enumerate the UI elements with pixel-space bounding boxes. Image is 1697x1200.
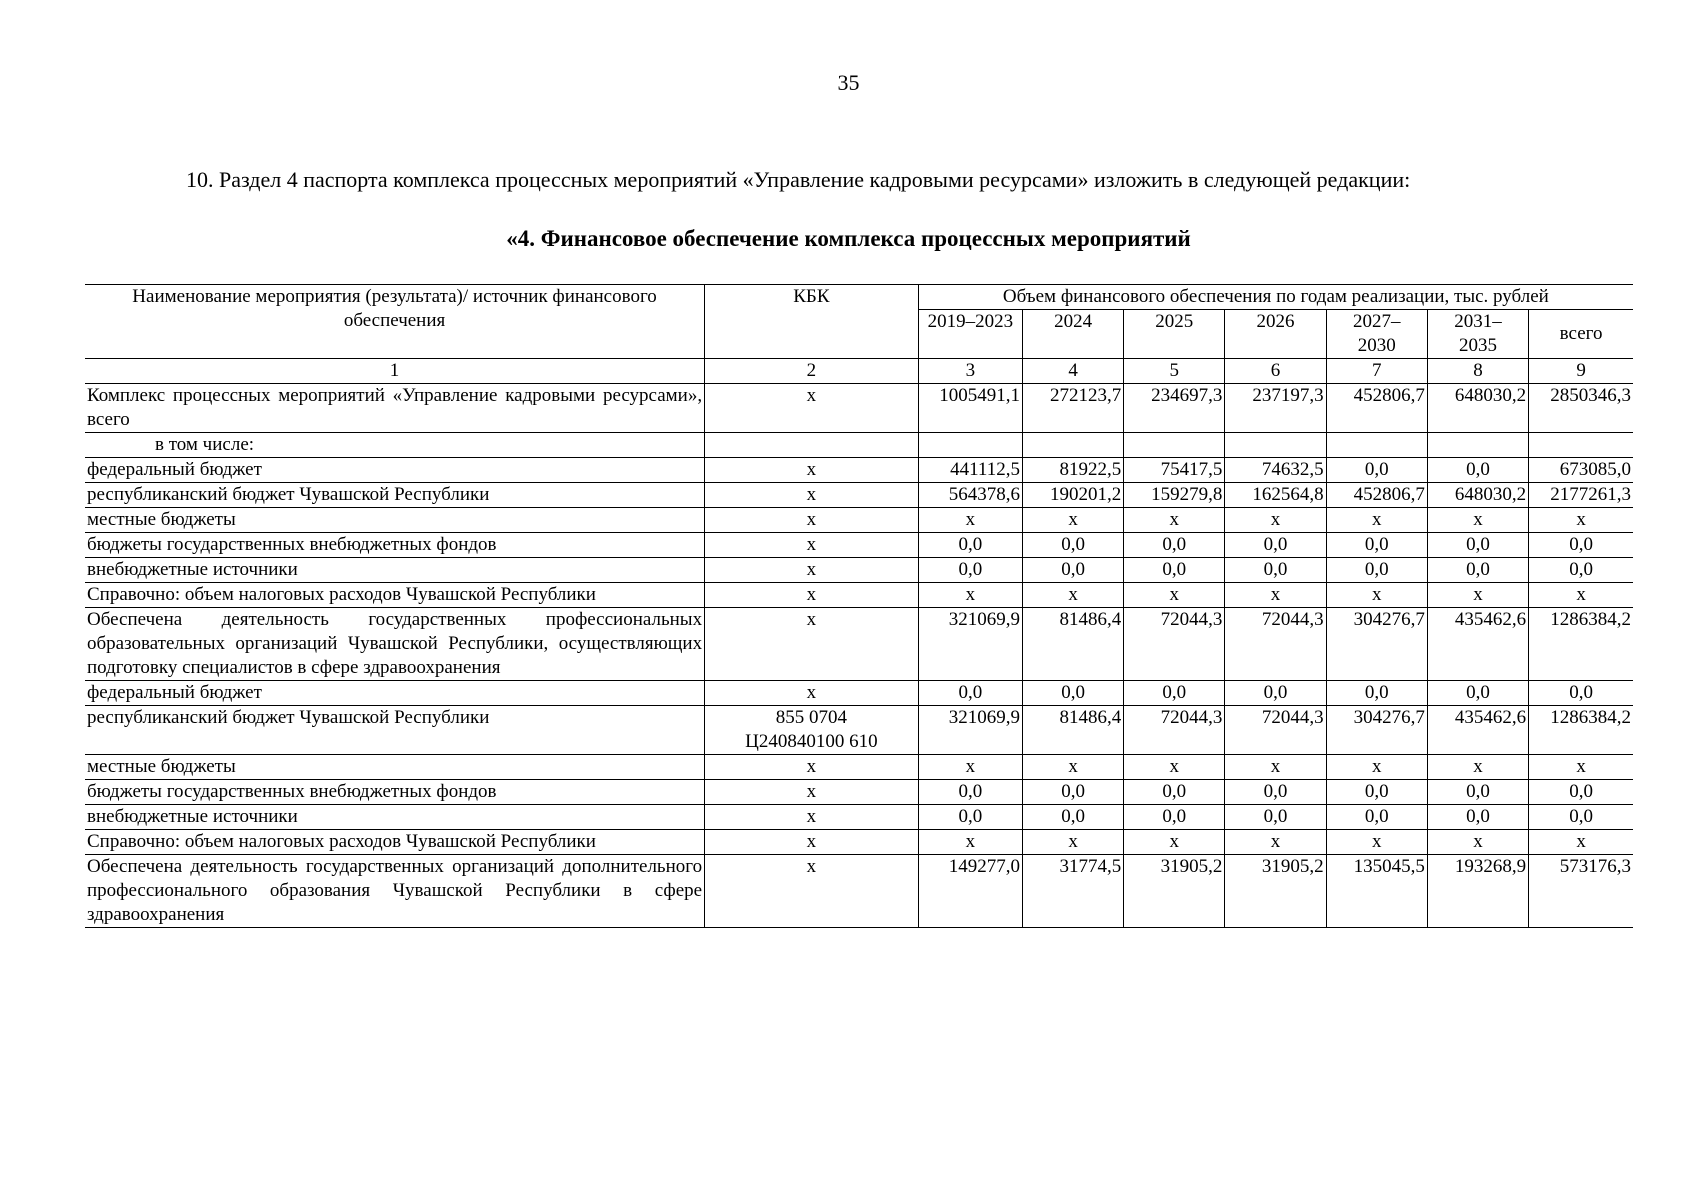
- row-name: бюджеты государственных внебюджетных фондов: [85, 533, 705, 558]
- row-value: 159279,8: [1124, 483, 1225, 508]
- header-name: Наименование мероприятия (результата)/ источник финансового обеспечения: [85, 285, 705, 359]
- row-kbk: x: [705, 533, 919, 558]
- row-value: 0,0: [1529, 681, 1633, 706]
- row-value: [1427, 433, 1528, 458]
- row-value: 0,0: [1225, 681, 1326, 706]
- row-value: 452806,7: [1326, 483, 1427, 508]
- row-value: x: [1124, 755, 1225, 780]
- row-value: 0,0: [1326, 805, 1427, 830]
- row-value: [1529, 433, 1633, 458]
- row-value: x: [1225, 508, 1326, 533]
- row-kbk: x: [705, 855, 919, 928]
- row-name: федеральный бюджет: [85, 458, 705, 483]
- row-value: 0,0: [1326, 780, 1427, 805]
- row-value: 648030,2: [1427, 384, 1528, 433]
- row-value: x: [1427, 755, 1528, 780]
- row-value: x: [918, 583, 1022, 608]
- row-value: 0,0: [1427, 533, 1528, 558]
- row-value: x: [1124, 583, 1225, 608]
- table-row: [85, 830, 1633, 855]
- table-row: [85, 433, 1633, 458]
- row-value: 1286384,2: [1529, 706, 1633, 755]
- row-value: x: [1022, 830, 1123, 855]
- row-kbk: x: [705, 780, 919, 805]
- row-value: x: [1326, 508, 1427, 533]
- row-value: 0,0: [1326, 681, 1427, 706]
- header-year: 2027–2030: [1326, 310, 1427, 359]
- header-year: 2024: [1022, 310, 1123, 359]
- row-value: 0,0: [1022, 558, 1123, 583]
- row-value: x: [1225, 583, 1326, 608]
- row-value: 648030,2: [1427, 483, 1528, 508]
- row-value: 0,0: [1225, 780, 1326, 805]
- table-row: [85, 384, 1633, 433]
- row-value: 0,0: [1225, 533, 1326, 558]
- header-volume: Объем финансового обеспечения по годам реализации, тыс. рублей: [918, 285, 1633, 310]
- row-value: 0,0: [1124, 805, 1225, 830]
- row-name: Обеспечена деятельность государственных профессиональных образовательных организаций Чувашской Республики, осуществляющих подготовку специалистов в сфере здравоохранения: [85, 608, 705, 681]
- row-value: 452806,7: [1326, 384, 1427, 433]
- row-value: 272123,7: [1022, 384, 1123, 433]
- row-value: 321069,9: [918, 706, 1022, 755]
- row-value: 0,0: [1022, 681, 1123, 706]
- row-kbk: x: [705, 681, 919, 706]
- header-year: 2025: [1124, 310, 1225, 359]
- table-row: [85, 855, 1633, 928]
- row-value: 0,0: [918, 533, 1022, 558]
- row-value: [1225, 433, 1326, 458]
- row-name: Справочно: объем налоговых расходов Чувашской Республики: [85, 583, 705, 608]
- row-value: 2177261,3: [1529, 483, 1633, 508]
- row-value: 0,0: [1022, 780, 1123, 805]
- row-value: 0,0: [918, 558, 1022, 583]
- row-value: 564378,6: [918, 483, 1022, 508]
- row-value: 72044,3: [1225, 608, 1326, 681]
- row-value: 435462,6: [1427, 706, 1528, 755]
- col-number: 3: [918, 359, 1022, 384]
- row-value: 0,0: [1225, 805, 1326, 830]
- row-value: 1005491,1: [918, 384, 1022, 433]
- row-kbk: x: [705, 508, 919, 533]
- row-kbk: x: [705, 608, 919, 681]
- row-value: x: [1427, 583, 1528, 608]
- row-kbk: x: [705, 830, 919, 855]
- row-value: 435462,6: [1427, 608, 1528, 681]
- row-value: 0,0: [1529, 533, 1633, 558]
- row-value: 0,0: [1022, 533, 1123, 558]
- row-value: x: [1225, 830, 1326, 855]
- row-value: 0,0: [918, 681, 1022, 706]
- table-row: [85, 706, 1633, 755]
- row-name: Комплекс процессных мероприятий «Управление кадровыми ресурсами», всего: [85, 384, 705, 433]
- row-value: 0,0: [1427, 780, 1528, 805]
- row-value: 234697,3: [1124, 384, 1225, 433]
- row-value: 75417,5: [1124, 458, 1225, 483]
- row-value: 2850346,3: [1529, 384, 1633, 433]
- row-value: x: [1326, 755, 1427, 780]
- row-kbk: x: [705, 483, 919, 508]
- row-value: [1326, 433, 1427, 458]
- row-value: 304276,7: [1326, 706, 1427, 755]
- row-name: республиканский бюджет Чувашской Республики: [85, 483, 705, 508]
- row-value: 81486,4: [1022, 706, 1123, 755]
- table-row: [85, 533, 1633, 558]
- row-value: 0,0: [1427, 558, 1528, 583]
- row-value: 441112,5: [918, 458, 1022, 483]
- section-title: «4. Финансовое обеспечение комплекса процессных мероприятий: [506, 226, 1191, 251]
- row-name: Справочно: объем налоговых расходов Чувашской Республики: [85, 830, 705, 855]
- row-value: [918, 433, 1022, 458]
- row-kbk: x: [705, 558, 919, 583]
- header-total: всего: [1529, 310, 1633, 359]
- row-value: 74632,5: [1225, 458, 1326, 483]
- row-value: x: [1529, 583, 1633, 608]
- col-number: 1: [85, 359, 705, 384]
- row-value: 72044,3: [1124, 608, 1225, 681]
- row-value: x: [1124, 508, 1225, 533]
- table-row: [85, 583, 1633, 608]
- row-value: 0,0: [1427, 681, 1528, 706]
- row-value: x: [1225, 755, 1326, 780]
- table-row: [85, 608, 1633, 681]
- row-value: [1124, 433, 1225, 458]
- row-value: 81922,5: [1022, 458, 1123, 483]
- page-number: 35: [837, 70, 860, 95]
- row-value: 573176,3: [1529, 855, 1633, 928]
- row-value: 162564,8: [1225, 483, 1326, 508]
- row-value: 0,0: [1124, 681, 1225, 706]
- row-value: 673085,0: [1529, 458, 1633, 483]
- table-row: [85, 681, 1633, 706]
- col-number: 4: [1022, 359, 1123, 384]
- row-kbk: x: [705, 755, 919, 780]
- col-number: 8: [1427, 359, 1528, 384]
- row-kbk: 855 0704 Ц240840100 610: [705, 706, 919, 755]
- row-value: 0,0: [1326, 533, 1427, 558]
- row-value: 0,0: [1326, 458, 1427, 483]
- header-year: 2026: [1225, 310, 1326, 359]
- row-name: федеральный бюджет: [85, 681, 705, 706]
- row-value: x: [1124, 830, 1225, 855]
- row-value: 0,0: [1326, 558, 1427, 583]
- row-name: внебюджетные источники: [85, 805, 705, 830]
- col-number: 6: [1225, 359, 1326, 384]
- table-row: [85, 483, 1633, 508]
- row-value: x: [1529, 508, 1633, 533]
- row-kbk: [705, 433, 919, 458]
- row-value: 190201,2: [1022, 483, 1123, 508]
- row-value: x: [1326, 830, 1427, 855]
- table-row: [85, 508, 1633, 533]
- row-value: x: [1427, 830, 1528, 855]
- row-value: 0,0: [1124, 533, 1225, 558]
- row-value: x: [1529, 830, 1633, 855]
- row-value: 304276,7: [1326, 608, 1427, 681]
- row-value: 0,0: [1225, 558, 1326, 583]
- row-value: 0,0: [1529, 780, 1633, 805]
- table-row: [85, 458, 1633, 483]
- row-value: 1286384,2: [1529, 608, 1633, 681]
- row-name: Обеспечена деятельность государственных организаций дополнительного профессионального образования Чувашской Республики в сфере здравоохранения: [85, 855, 705, 928]
- intro-paragraph: 10. Раздел 4 паспорта комплекса процессных мероприятий «Управление кадровыми ресурсами» изложить в следующей редакции:: [186, 167, 1411, 192]
- row-value: x: [918, 830, 1022, 855]
- row-value: x: [918, 508, 1022, 533]
- financing-table: [85, 284, 1633, 928]
- row-value: 237197,3: [1225, 384, 1326, 433]
- table-row: [85, 780, 1633, 805]
- row-value: 0,0: [1529, 558, 1633, 583]
- row-value: 0,0: [1022, 805, 1123, 830]
- row-value: x: [1326, 583, 1427, 608]
- row-value: 0,0: [1124, 780, 1225, 805]
- row-kbk: x: [705, 583, 919, 608]
- header-year: 2031–2035: [1427, 310, 1528, 359]
- row-value: 0,0: [1124, 558, 1225, 583]
- row-value: x: [1427, 508, 1528, 533]
- row-value: 0,0: [1427, 458, 1528, 483]
- row-value: 321069,9: [918, 608, 1022, 681]
- table-row: [85, 755, 1633, 780]
- row-name: местные бюджеты: [85, 755, 705, 780]
- col-number: 9: [1529, 359, 1633, 384]
- row-value: 135045,5: [1326, 855, 1427, 928]
- row-kbk: x: [705, 458, 919, 483]
- header-kbk: КБК: [705, 285, 919, 359]
- row-name: бюджеты государственных внебюджетных фондов: [85, 780, 705, 805]
- row-value: 0,0: [918, 780, 1022, 805]
- row-value: x: [1022, 755, 1123, 780]
- row-value: 72044,3: [1124, 706, 1225, 755]
- col-number: 7: [1326, 359, 1427, 384]
- table-row: [85, 805, 1633, 830]
- row-value: 72044,3: [1225, 706, 1326, 755]
- row-value: 31905,2: [1124, 855, 1225, 928]
- row-value: 149277,0: [918, 855, 1022, 928]
- row-value: x: [1022, 583, 1123, 608]
- col-number: 5: [1124, 359, 1225, 384]
- table-row: [85, 558, 1633, 583]
- row-value: x: [1022, 508, 1123, 533]
- row-kbk: x: [705, 384, 919, 433]
- row-value: 31774,5: [1022, 855, 1123, 928]
- row-name: внебюджетные источники: [85, 558, 705, 583]
- row-kbk: x: [705, 805, 919, 830]
- row-name: республиканский бюджет Чувашской Республики: [85, 706, 705, 755]
- row-name: в том числе:: [85, 433, 705, 458]
- row-value: 81486,4: [1022, 608, 1123, 681]
- header-year: 2019–2023: [918, 310, 1022, 359]
- row-name: местные бюджеты: [85, 508, 705, 533]
- row-value: x: [1529, 755, 1633, 780]
- row-value: 0,0: [1427, 805, 1528, 830]
- row-value: [1022, 433, 1123, 458]
- row-value: x: [918, 755, 1022, 780]
- row-value: 31905,2: [1225, 855, 1326, 928]
- col-number: 2: [705, 359, 919, 384]
- row-value: 0,0: [1529, 805, 1633, 830]
- row-value: 0,0: [918, 805, 1022, 830]
- row-value: 193268,9: [1427, 855, 1528, 928]
